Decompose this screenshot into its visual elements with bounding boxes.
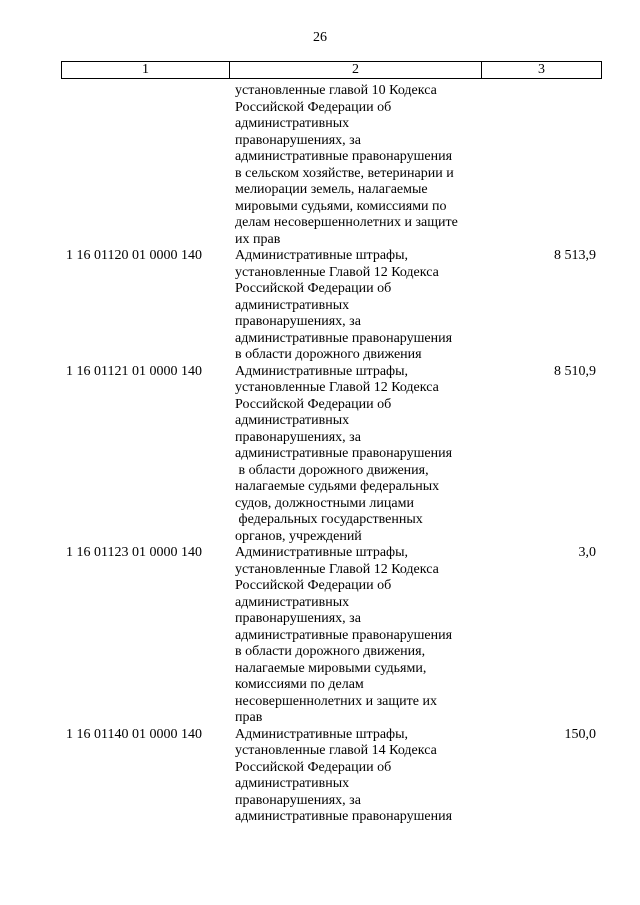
table-row [61,364,602,546]
row-amount: 150,0 [564,726,596,742]
row-description: Административные штрафы, установленные главой 14 Кодекса Российской Федерации об административных правонарушениях, за административные правонарушения [235,726,453,824]
row-code: 1 16 01120 01 0000 140 [66,248,202,263]
row-code: 1 16 01121 01 0000 140 [66,363,202,379]
row-amount [485,83,602,248]
row-description: Административные штрафы, установленные Главой 12 Кодекса Российской Федерации об административных правонарушениях, за административные правонарушения в области дорожного движения, налагаемые мировыми судьями, комиссиями по делам несовершеннолетних и защите их прав [235,545,453,725]
table-row [61,248,602,364]
row-description: Административные штрафы, установленные Главой 12 Кодекса Российской Федерации об административных правонарушениях, за административные правонарушения в области дорожного движения, налагаемые судьями федеральных судов, должностными лицами федеральных государственных органов, учреждений [235,363,453,544]
row-code: 1 16 01140 01 0000 140 [66,726,202,742]
row-code: 1 16 01123 01 0000 140 [66,545,202,560]
row-amount: 8 513,9 [554,248,596,263]
table-row [61,83,602,248]
page-number: 26 [313,30,327,45]
row-description: установленные главой 10 Кодекса Российской Федерации об административных правонарушениях, за административные правонарушения в сельском хозяйстве, ветеринарии и мелиорации земель, налагаемые мировыми судьями, комиссиями по делам несовершеннолетних и защите их прав [235,83,458,247]
table-row [61,727,602,826]
row-description: Административные штрафы, установленные Главой 12 Кодекса Российской Федерации об административных правонарушениях, за административные правонарушения в области дорожного движения [235,248,453,362]
row-amount: 3,0 [578,545,596,560]
table-body [61,83,602,826]
header-col-1: 1 [62,62,230,78]
table-row [61,545,602,727]
header-col-3: 3 [538,62,545,77]
table-header-row [61,61,602,79]
row-code [61,83,235,248]
header-col-2: 2 [230,62,482,78]
row-amount: 8 510,9 [554,363,596,379]
